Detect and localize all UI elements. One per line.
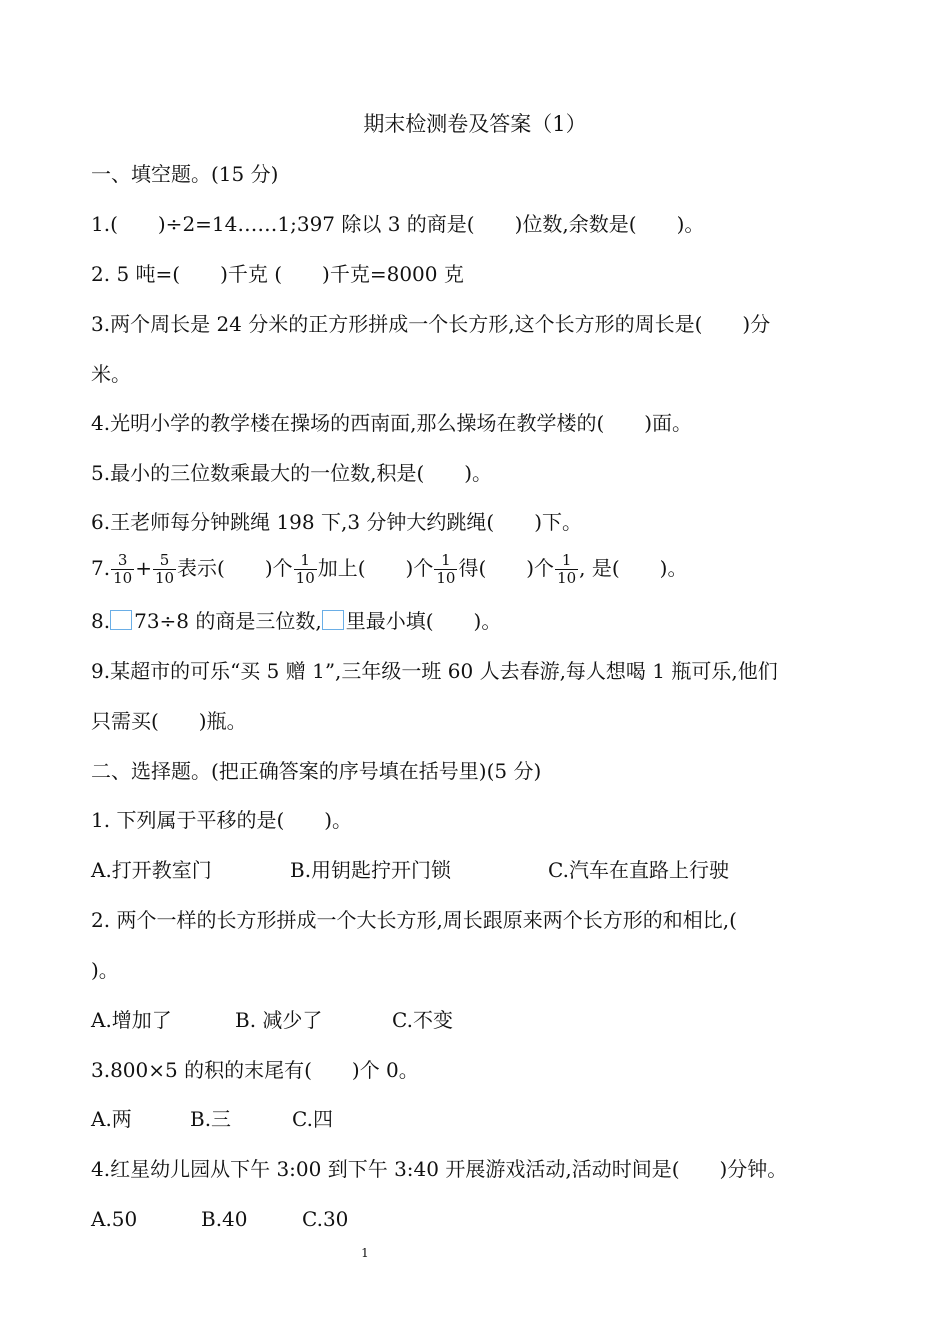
s2-question-1: 1. 下列属于平移的是( )。	[91, 808, 353, 832]
page-title: 期末检测卷及答案（1）	[363, 112, 587, 136]
s2-q2-option-c: C.不变	[392, 1008, 453, 1032]
page-number: 1	[361, 1246, 369, 1260]
q7-prefix: 7.	[91, 556, 111, 580]
s1-question-2: 2. 5 吨=( )千克 ( )千克=8000 克	[91, 262, 464, 286]
q7-text-2: 加上( )个	[317, 556, 434, 580]
fraction-3-10: $\frac{3}{10}$	[113, 551, 133, 587]
q7-text-1: 表示( )个	[177, 556, 293, 580]
s2-q1-option-c: C.汽车在直路上行驶	[548, 858, 729, 882]
s2-q3-option-b: B.三	[190, 1107, 232, 1131]
section1-heading: 一、填空题。(15 分)	[91, 162, 279, 186]
s2-question-4: 4.红星幼儿园从下午 3:00 到下午 3:40 开展游戏活动,活动时间是( )分钟。	[91, 1157, 788, 1181]
s2-q4-option-a: A.50	[91, 1207, 138, 1231]
s1-question-7	[91, 550, 687, 587]
s2-q4-option-c: C.30	[302, 1207, 349, 1231]
s2-q1-option-b: B.用钥匙拧开门锁	[290, 858, 452, 882]
fraction-1-10-a: $\frac{1}{10}$	[295, 551, 315, 587]
s2-q3-option-a: A.两	[91, 1107, 132, 1131]
q8-prefix: 8.	[91, 609, 111, 633]
fraction-5-10: $\frac{5}{10}$	[154, 551, 175, 587]
s1-question-1: 1.( )÷2=14……1;397 除以 3 的商是( )位数,余数是( )。	[91, 212, 705, 236]
fraction-1-10-c: $\frac{1}{10}$	[557, 551, 577, 587]
s2-question-2-line1: 2. 两个一样的长方形拼成一个大长方形,周长跟原来两个长方形的和相比,(	[91, 908, 737, 932]
s1-question-3-line1: 3.两个周长是 24 分米的正方形拼成一个长方形,这个长方形的周长是( )分	[91, 312, 771, 336]
s1-question-8	[91, 607, 501, 635]
s2-question-3: 3.800×5 的积的末尾有( )个 0。	[91, 1058, 419, 1082]
q8-text-2: 里最小填( )。	[345, 609, 502, 633]
s1-question-5: 5.最小的三位数乘最大的一位数,积是( )。	[91, 461, 493, 485]
s1-question-3-line2: 米。	[91, 362, 131, 386]
s1-question-6: 6.王老师每分钟跳绳 198 下,3 分钟大约跳绳( )下。	[91, 510, 583, 534]
s1-question-9-line2: 只需买( )瓶。	[91, 709, 247, 733]
s2-q1-option-a: A.打开教室门	[91, 858, 212, 882]
q7-text-3: 得( )个	[458, 556, 555, 580]
s2-q3-option-c: C.四	[292, 1107, 333, 1131]
q8-text-1: 73÷8 的商是三位数,	[134, 609, 322, 633]
q7-text-4: , 是( )。	[579, 556, 688, 580]
s2-q2-option-b: B. 减少了	[235, 1008, 323, 1032]
s1-question-9-line1: 9.某超市的可乐“买 5 赠 1”,三年级一班 60 人去春游,每人想喝 1 瓶可乐,他们	[91, 659, 778, 683]
blank-box-icon	[110, 610, 132, 630]
s2-question-2-line2: )。	[91, 958, 119, 982]
section2-heading: 二、选择题。(把正确答案的序号填在括号里)(5 分)	[91, 759, 542, 783]
fraction-1-10-b: $\frac{1}{10}$	[436, 551, 456, 587]
s1-question-4: 4.光明小学的教学楼在操场的西南面,那么操场在教学楼的( )面。	[91, 411, 693, 435]
q7-plus: +	[135, 556, 152, 580]
s2-q2-option-a: A.增加了	[91, 1008, 172, 1032]
s2-q4-option-b: B.40	[201, 1207, 248, 1231]
blank-box-icon	[322, 610, 344, 630]
